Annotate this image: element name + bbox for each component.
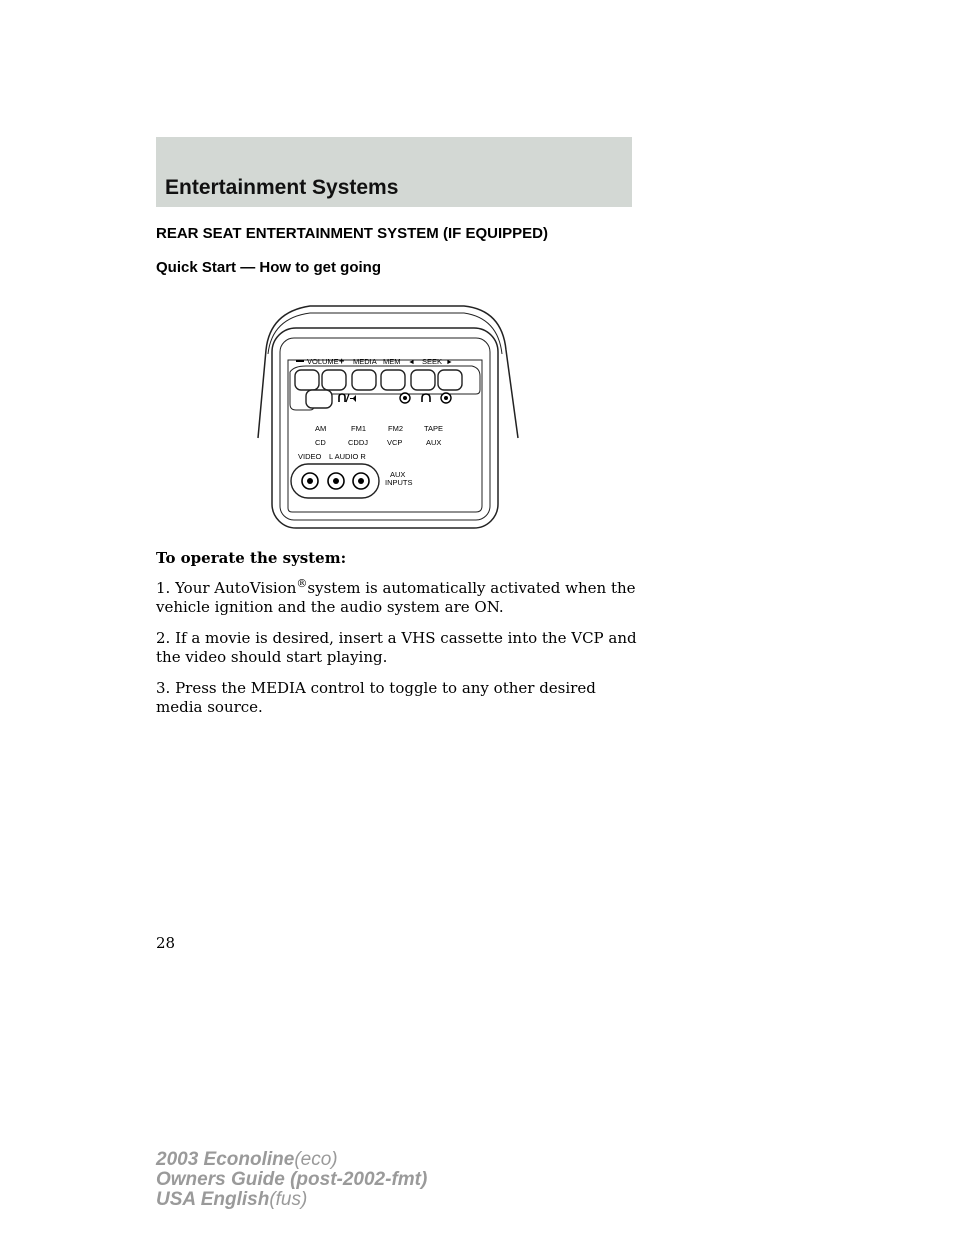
source-cd: CD (315, 438, 326, 447)
power-mute-button[interactable] (306, 390, 332, 408)
power-mute-icon (339, 394, 356, 402)
headphone-icon (422, 394, 430, 402)
control-panel-illustration (250, 298, 524, 538)
control-panel-figure (250, 298, 524, 538)
svg-text:►: ► (446, 359, 453, 366)
step-3: 3. Press the MEDIA control to toggle to any other desired media source. (156, 679, 596, 716)
audio-label: L AUDIO R (329, 452, 366, 461)
source-vcp: VCP (387, 438, 403, 447)
section-heading: REAR SEAT ENTERTAINMENT SYSTEM (IF EQUIPPED) (156, 225, 548, 242)
page-title: Entertainment Systems (165, 176, 399, 199)
volume-label: VOLUME (307, 357, 339, 366)
step-2: 2. If a movie is desired, insert a VHS cassette into the VCP and the video should start playing. (156, 629, 637, 666)
volume-up-button[interactable] (322, 370, 346, 390)
source-am: AM (315, 424, 327, 433)
seek-label: SEEK (422, 357, 443, 366)
video-label: VIDEO (298, 452, 322, 461)
mem-label: MEM (383, 357, 401, 366)
step-1: 1. Your AutoVision®system is automatically activated when the vehicle ignition and the audio system are ON. (156, 577, 636, 616)
operate-heading: To operate the system: (156, 549, 347, 567)
footer-guide: Owners Guide (post-2002-fmt) (156, 1169, 428, 1190)
source-cddj: CDDJ (348, 438, 368, 447)
source-aux: AUX (426, 438, 442, 447)
seek-forward-button[interactable] (438, 370, 462, 390)
aux-label: AUX (390, 470, 406, 479)
footer-model: 2003 Econoline (156, 1149, 295, 1170)
footer-language-code: (fus) (269, 1189, 308, 1210)
svg-text:◄: ◄ (408, 359, 415, 366)
inputs-label: INPUTS (385, 478, 413, 487)
footer-model-code: (eco) (294, 1149, 338, 1170)
svg-text:+: + (339, 356, 345, 366)
media-label: MEDIA (353, 357, 377, 366)
page-number: 28 (156, 934, 176, 952)
steps-list (156, 574, 646, 729)
mem-button[interactable] (381, 370, 405, 390)
footer-language: USA English (156, 1189, 270, 1210)
sub-heading: Quick Start — How to get going (156, 259, 381, 276)
source-tape: TAPE (424, 424, 444, 433)
source-fm2: FM2 (388, 424, 403, 433)
source-fm1: FM1 (351, 424, 366, 433)
volume-down-button[interactable] (295, 370, 319, 390)
seek-back-button[interactable] (411, 370, 435, 390)
media-button[interactable] (352, 370, 376, 390)
footer (156, 1150, 427, 1210)
